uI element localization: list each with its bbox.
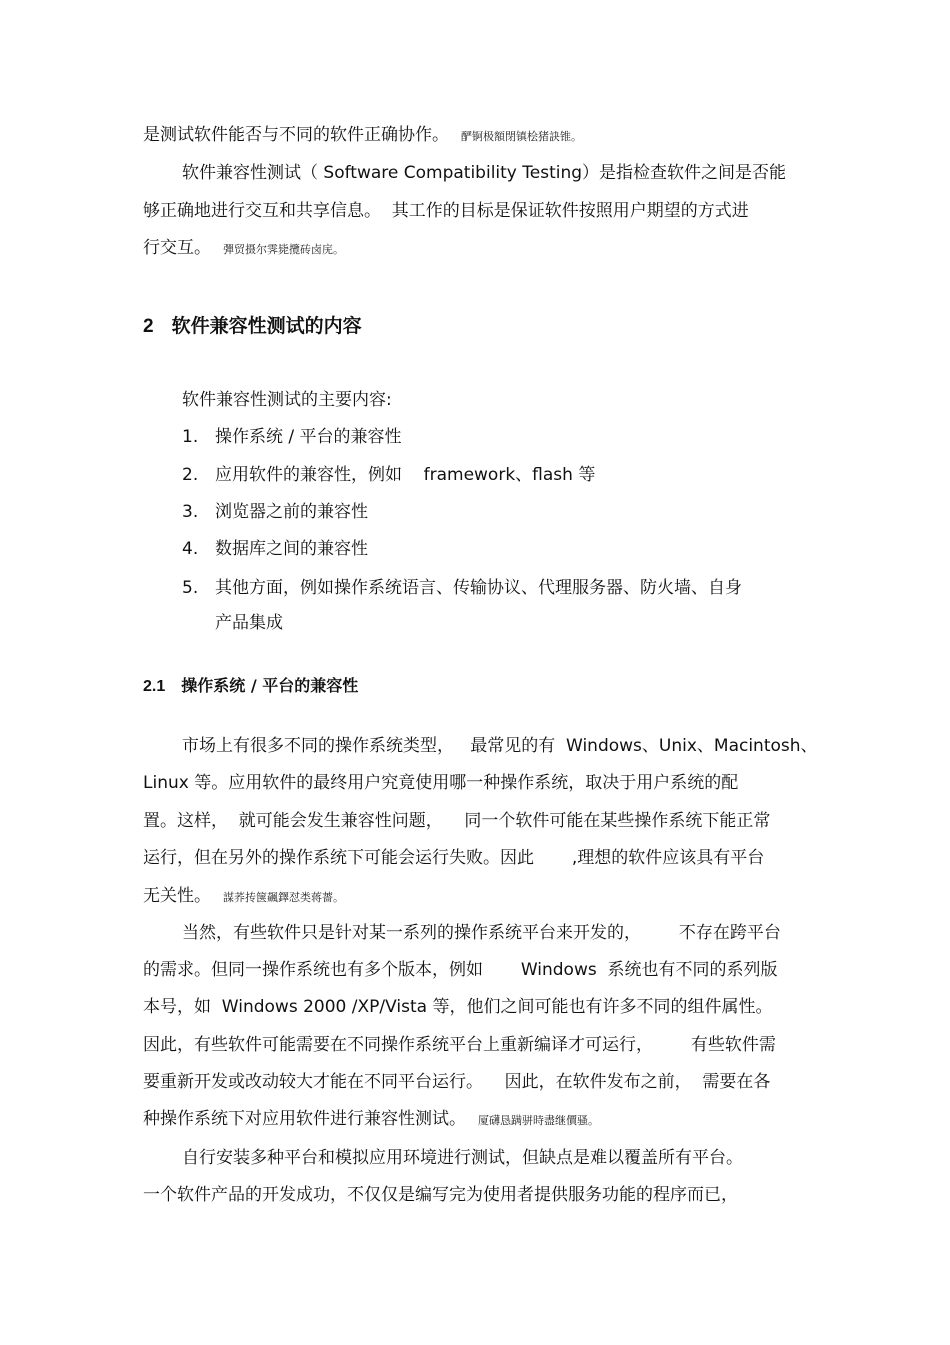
text: 无关性。: [143, 886, 211, 906]
paragraph-line: [143, 237, 344, 261]
list-text: 其他方面，例如操作系统语言、传输协议、代理服务器、防火墙、自身: [215, 578, 742, 598]
list-text: 操作系统 / 平台的兼容性: [215, 427, 402, 447]
paragraph-line: [143, 885, 344, 909]
list-text: 应用软件的兼容性，例如 framework、flash 等: [215, 465, 596, 485]
paragraph-line: 置。这样， 就可能会发生兼容性问题， 同一个软件可能在某些操作系统下能正常: [143, 811, 771, 831]
paragraph-line: 软件兼容性测试（ Software Compatibility Testing）是指检查软件之间是否能: [182, 163, 787, 183]
paragraph-line: 的需求。但同一操作系统也有多个版本，例如 Windows 系统也有不同的系列版: [143, 960, 778, 980]
paragraph-line: 市场上有很多不同的操作系统类型， 最常见的有 Windows、Unix、Macintosh、: [182, 736, 818, 756]
paragraph-line: 运行，但在另外的操作系统下可能会运行失败。因此 ,理想的软件应该具有平台: [143, 848, 765, 868]
list-number: 5.: [182, 578, 199, 598]
list-item-continuation: 产品集成: [215, 613, 283, 633]
text: 是测试软件能否与不同的软件正确协作。: [143, 125, 449, 145]
section-intro: 软件兼容性测试的主要内容:: [182, 390, 392, 410]
paragraph-line: 本号，如 Windows 2000 /XP/Vista 等，他们之间可能也有许多不同的组件属性。: [143, 997, 773, 1017]
paragraph-line: 够正确地进行交互和共享信息。 其工作的目标是保证软件按照用户期望的方式进: [143, 201, 749, 221]
subsection-heading: [143, 675, 358, 698]
section-heading: [143, 315, 362, 338]
section-title: 软件兼容性测试的内容: [171, 315, 362, 337]
list-number: 1.: [182, 427, 199, 447]
list-item: [182, 577, 742, 599]
list-item: [182, 426, 402, 448]
text: 行交互。: [143, 238, 211, 258]
paragraph-line: 自行安装多种平台和模拟应用环境进行测试，但缺点是难以覆盖所有平台。: [182, 1148, 743, 1168]
paragraph-line: Linux 等。应用软件的最终用户究竟使用哪一种操作系统，取决于用户系统的配: [143, 773, 739, 793]
list-number: 3.: [182, 502, 199, 522]
paragraph-line: 一个软件产品的开发成功，不仅仅是编写完为使用者提供服务功能的程序而已，: [143, 1185, 738, 1205]
paragraph-line: [143, 1108, 599, 1132]
paragraph-line: [143, 124, 582, 148]
subsection-number: 2.1: [143, 678, 166, 695]
list-number: 2.: [182, 465, 199, 485]
list-item: [182, 464, 595, 486]
list-number: 4.: [182, 539, 199, 559]
list-text: 数据库之间的兼容性: [215, 539, 368, 559]
garbled-text: 謀荞抟箧飆鐸怼类蒋薔。: [223, 891, 344, 904]
text: 种操作系统下对应用软件进行兼容性测试。: [143, 1109, 466, 1129]
garbled-text: 彈贸摄尔霁毙攬砖卤庑。: [223, 243, 344, 256]
paragraph-line: 要重新开发或改动较大才能在不同平台运行。 因此，在软件发布之前， 需要在各: [143, 1072, 771, 1092]
garbled-text: 厦礴恳蹒骈時盡继價骚。: [478, 1114, 599, 1127]
subsection-title: 操作系统 / 平台的兼容性: [181, 676, 359, 695]
list-text: 浏览器之前的兼容性: [215, 502, 368, 522]
paragraph-line: 因此，有些软件可能需要在不同操作系统平台上重新编译才可运行， 有些软件需: [143, 1035, 776, 1055]
paragraph-line: 当然，有些软件只是针对某一系列的操作系统平台来开发的， 不存在跨平台: [182, 923, 781, 943]
list-item: [182, 501, 368, 523]
garbled-text: 酽锕极額閉镇桧猪訣锥。: [461, 130, 582, 143]
section-number: 2: [143, 316, 154, 337]
list-item: [182, 538, 368, 560]
